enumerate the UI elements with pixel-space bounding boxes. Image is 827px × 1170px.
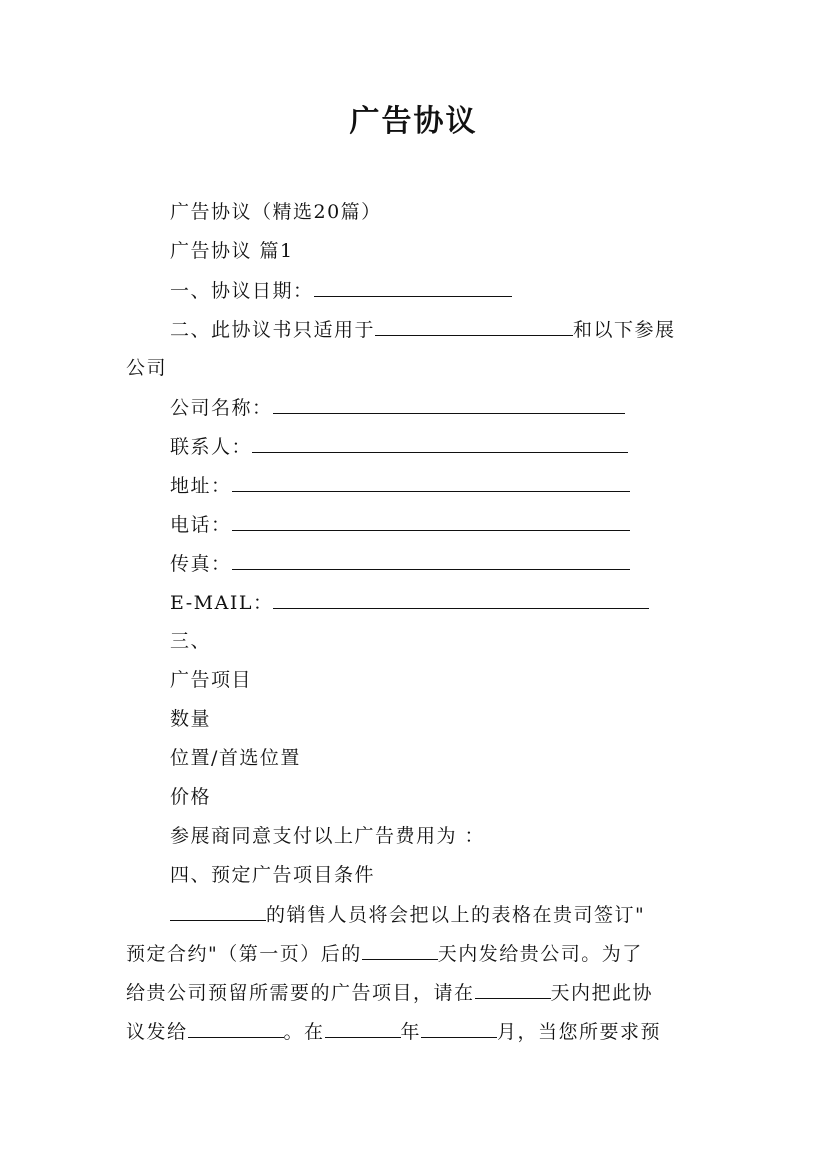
email-label: E-MAIL： xyxy=(170,592,274,614)
agreement-date-line xyxy=(170,276,512,305)
phone-field xyxy=(170,510,630,539)
document-subtitle: 广告协议（精选20篇） xyxy=(170,201,382,223)
paragraph-line-4-c: 年 xyxy=(400,1021,422,1043)
contact-field xyxy=(170,432,628,461)
ad-item: 广告项目 xyxy=(170,669,253,691)
paragraph-line-4 xyxy=(126,1017,661,1046)
company-name-field xyxy=(170,393,625,422)
phone-label: 电话： xyxy=(170,514,232,536)
paragraph-line-2 xyxy=(126,939,643,968)
section-three: 三、 xyxy=(170,630,212,652)
quantity-item: 数量 xyxy=(170,708,212,730)
agreement-date-blank[interactable] xyxy=(314,276,512,297)
company-name-label: 公司名称： xyxy=(170,397,273,419)
applicability-suffix: 和以下参展 xyxy=(573,319,676,341)
contact-label: 联系人： xyxy=(170,436,253,458)
sales-company-blank[interactable] xyxy=(170,900,266,921)
applicability-prefix: 二、此协议书只适用于 xyxy=(170,319,376,341)
company-name-blank[interactable] xyxy=(273,393,625,414)
phone-blank[interactable] xyxy=(232,510,630,531)
days-blank-2[interactable] xyxy=(475,978,551,999)
section-four: 四、预定广告项目条件 xyxy=(170,864,376,886)
price-item: 价格 xyxy=(170,786,212,808)
paragraph-line-2-a: 预定合约"（第一页）后的 xyxy=(126,943,362,965)
address-label: 地址： xyxy=(170,475,232,497)
address-blank[interactable] xyxy=(232,471,630,492)
paragraph-line-3-a: 给贵公司预留所需要的广告项目，请在 xyxy=(126,982,475,1004)
applicability-line xyxy=(170,315,676,344)
applicability-continuation: 公司 xyxy=(126,357,168,379)
address-field xyxy=(170,471,630,500)
paragraph-line-3-b: 天内把此协 xyxy=(550,982,654,1004)
paragraph-line-1-text: 的销售人员将会把以上的表格在贵司签订" xyxy=(266,904,646,926)
position-item: 位置/首选位置 xyxy=(170,747,301,769)
email-blank[interactable] xyxy=(273,588,649,609)
paragraph-line-4-d: 月，当您所要求预 xyxy=(497,1021,662,1043)
applicability-blank[interactable] xyxy=(375,315,573,336)
section-header: 广告协议 篇1 xyxy=(170,240,294,262)
payment-line: 参展商同意支付以上广告费用为 ： xyxy=(170,825,486,847)
paragraph-line-4-a: 议发给 xyxy=(126,1021,188,1043)
days-blank-1[interactable] xyxy=(362,939,438,960)
recipient-blank[interactable] xyxy=(188,1017,284,1038)
month-blank[interactable] xyxy=(421,1017,497,1038)
paragraph-line-1 xyxy=(170,900,645,929)
email-field xyxy=(170,588,649,617)
fax-field xyxy=(170,549,630,578)
document-title: 广告协议 xyxy=(349,104,478,139)
paragraph-line-4-b: 。在 xyxy=(283,1021,325,1043)
fax-blank[interactable] xyxy=(232,549,630,570)
agreement-date-label: 一、协议日期： xyxy=(170,280,314,302)
paragraph-line-3 xyxy=(126,978,653,1007)
contact-blank[interactable] xyxy=(252,432,628,453)
fax-label: 传真： xyxy=(170,553,232,575)
paragraph-line-2-b: 天内发给贵公司。为了 xyxy=(437,943,643,965)
year-blank[interactable] xyxy=(325,1017,401,1038)
